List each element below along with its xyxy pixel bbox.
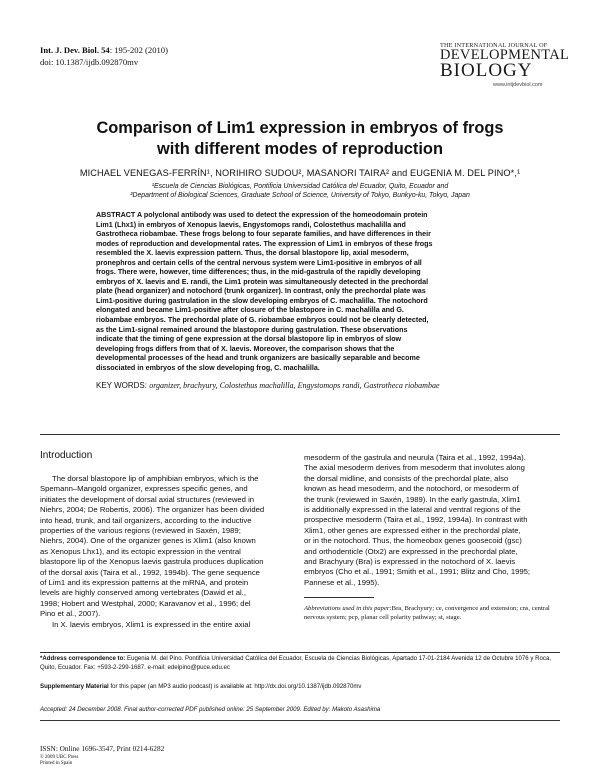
- affiliation-1: ¹Escuela de Ciencias Biológicas, Pontificia Universidad Católica del Ecuador, Quito, Ecuador and: [151, 183, 449, 190]
- body-line: blastopore lip of the Xenopus laevis gastrula produces duplication: [40, 557, 264, 567]
- abbreviations-label: Abbreviations used in this paper:: [304, 605, 392, 612]
- body-line: of the dorsal axis (Taira et al., 1992, 1994b). The gene sequence: [40, 567, 260, 577]
- abstract-line: elongated and became Lim1-positive after closure of the blastopore in C. machalilla and G.: [96, 306, 404, 315]
- abstract-line: pronephros and certain cells of the central nervous system were Lim1-positive in embryos of all: [96, 258, 422, 267]
- body-line: and Brachyury (Bra) is expressed in the notochord of X. laevis: [304, 557, 516, 567]
- keywords: [96, 381, 516, 390]
- correspondence-label: *Address correspondence to:: [40, 655, 126, 662]
- abbreviations-footnote: [304, 597, 560, 622]
- journal-logo: [440, 42, 570, 81]
- body-line: or in the notochord. Thus, the homeobox genes goosecoid (gsc): [304, 536, 522, 546]
- body-line: Spemann–Mangold organizer, expresses specific genes, and: [40, 484, 248, 494]
- supplementary-label: Supplementary Material: [40, 683, 109, 690]
- supplementary-link[interactable]: for this paper (an MP3 audio podcast) is available at: http://dx.doi.org/10.1387/ijdb.092870mv: [110, 683, 362, 690]
- body-line: mesoderm of the gastrula and neurula (Taira et al., 1992, 1994a).: [304, 453, 526, 462]
- abstract-line: developmental processes of the head and trunk organizers are basically separable and become: [96, 354, 420, 363]
- body-line: as Xenopus Lhx1), and its ectopic expression in the ventral: [40, 546, 241, 556]
- title-line-1: Comparison of Lim1 expression in embryos of frogs: [96, 119, 504, 137]
- correspondence-text: Eugenia M. del Pino. Pontificia Universidad Católica del Ecuador, Escuela de Ciencias Biológicas, Apartado 17-01-2184 Avenida 12 de Octubre 1076 y Roca, Quito, Ecuador. Fax: +593-2-299-1687. e-mail: edelpino@puce.edu.ec: [40, 655, 552, 671]
- journal-url[interactable]: www.intjdevbiol.com: [493, 82, 543, 88]
- abstract-line: modes of reproduction and developmental rates. The expression of Lim1 in embryos of these frogs: [96, 239, 433, 248]
- abstract-line: dissociated in embryos of the slow developing frog, C. machalilla.: [96, 363, 320, 372]
- supplementary-note: [40, 683, 560, 692]
- abstract-line: ABSTRACT A polyclonal antibody was used to detect the expression of the homeodomain protein: [96, 211, 428, 219]
- keywords-text: organizer, brachyury, Colostethus machalilla, Engystomops randi, Gastrotheca riobambae: [149, 381, 440, 390]
- body-line: the dorsal midline, and consists of the prechordal plate, also: [304, 473, 509, 483]
- issn: ISSN: Online 1696-3547, Print 0214-6282: [40, 744, 165, 753]
- paper-title: [40, 118, 560, 160]
- journal-reference: [40, 44, 168, 68]
- body-line: is additionally expressed in the lateral and ventral regions of the: [304, 505, 521, 515]
- title-line-2: with different modes of reproduction: [157, 140, 443, 158]
- divider-top: [40, 434, 560, 435]
- logo-line-1: THE INTERNATIONAL JOURNAL OF: [440, 42, 548, 49]
- printed-in: Printed in Spain: [40, 761, 73, 766]
- column-left: [40, 474, 288, 630]
- body-line: Pino et al., 2007).: [40, 609, 101, 619]
- body-line: The axial mesoderm derives from mesoderm that involutes along: [304, 463, 525, 473]
- abstract-line: indicate that the timing of gene expression at the dorsal blastopore lip in embryos of slow: [96, 335, 402, 344]
- affiliation-2: ²Department of Biological Sciences, Graduate School of Science, University of Tokyo, Bunkyo-ku, Tokyo, Japan: [130, 192, 470, 199]
- abstract-line: Gastrotheca riobambae. These frogs belong to four separate families, and have differences in their: [96, 230, 431, 239]
- body-line: and orthodenticle (Otx2) are expressed in the prechordal plate,: [304, 546, 518, 556]
- body-line: prospective mesoderm (Taira et al., 1992, 1994a). In contrast with: [304, 515, 528, 525]
- logo-line-3: BIOLOGY: [440, 60, 533, 81]
- body-line: 1998; Hobert and Westphal, 2000; Karavanov et al., 1996; del: [40, 598, 251, 608]
- body-line: Pannese et al., 1995).: [304, 577, 380, 587]
- keywords-label: KEY WORDS:: [96, 381, 147, 390]
- abstract-line: Lim1-positive during gastrulation in the slow developing embryos of C. machalilla. The notochord: [96, 296, 428, 305]
- body-line: Niehrs, 2004; De Robertis, 2006). The organizer has been divided: [40, 505, 265, 515]
- body-line: of Lim1 and its expression patterns at the mRNA, and protein: [40, 578, 249, 588]
- body-line: The dorsal blastopore lip of amphibian embryos, which is the: [52, 474, 259, 483]
- body-line: the trunk (reviewed in Saxén, 1989). In the early gastrula, Xlim1: [304, 494, 521, 504]
- body-line: embryos (Cho et al., 1991; Smith et al., 1991; Blitz and Cho, 1995;: [304, 567, 531, 577]
- body-line: initiates the development of dorsal axial structures (reviewed in: [40, 494, 255, 504]
- abstract-line: riobambae embryos. The prechordal plate of G. riobambae embryos could not be clearly detected,: [96, 316, 429, 325]
- body-line: Xlim1, other genes are expressed either in the prechordal plate,: [304, 525, 521, 535]
- logo-line-2: DEVELOPMENTAL: [440, 47, 570, 63]
- copyright: © 2009 UBC Press: [40, 755, 79, 760]
- body-line: properties of the various regions (reviewed in Saxén, 1989;: [40, 526, 241, 536]
- journal-name: Int. J. Dev. Biol.: [40, 45, 99, 55]
- body-line: levels are highly conserved among vertebrates (Dawid et al.,: [40, 588, 246, 598]
- column-right: [304, 453, 560, 588]
- dates-note: Accepted: 24 December 2008. Final author-corrected PDF published online: 25 September 2009. Edited by: Makoto Asashima: [40, 706, 381, 713]
- abbreviations-rule: [304, 597, 374, 598]
- abbreviations-text: Bra, Brachyury; ce, convergence and extension; cns, central nervous system; pcp, planar cell polarity pathway; st, stage.: [304, 605, 550, 621]
- journal-volume: 54: [101, 45, 110, 55]
- body-line: known as head mesoderm, and the notochord, or mesoderm of: [304, 484, 519, 494]
- journal-doi: doi: 10.1387/ijdb.092870mv: [40, 57, 139, 67]
- correspondence-note: [40, 655, 560, 672]
- journal-pages: : 195-202 (2010): [109, 45, 168, 55]
- intro-heading: Introduction: [40, 450, 93, 461]
- body-line: In X. laevis embryos, Xlim1 is expressed in the entire axial: [52, 619, 251, 629]
- abstract: [96, 211, 508, 373]
- divider-footer: [40, 652, 560, 653]
- abstract-line: frogs. There were, however, time differences; thus, in the mid-gastrula of the rapidly developing: [96, 268, 421, 277]
- abstract-line: Lim1 (Lhx1) in embryos of Xenopus laevis, Engystomops randi, Colostethus machalilla and: [96, 220, 406, 229]
- body-line: into head, trunk, and tail organizers, according to the inductive: [40, 515, 252, 525]
- abstract-line: developing frogs differs from that of X. laevis. Moreover, the comparison shows that the: [96, 344, 395, 353]
- abstract-line: as the Lim1-signal remained around the blastopore during gastrulation. These observations: [96, 325, 408, 334]
- divider-bottom: [40, 720, 560, 721]
- abstract-line: resembled the X. laevis expression pattern. Thus, the dorsal blastopore lip, axial mesoderm,: [96, 249, 409, 258]
- body-line: Niehrs, 2004). One of the organizer genes is Xlim1 (also known: [40, 536, 256, 546]
- abstract-line: plate (head organizer) and notochord (trunk organizer). In contrast, only the prechordal plate was: [96, 287, 426, 296]
- authors: MICHAEL VENEGAS-FERRÍN¹, NORIHIRO SUDOU², MASANORI TAIRA² and EUGENIA M. DEL PINO*,¹: [79, 168, 521, 178]
- abstract-line: embryos of X. laevis and E. randi, the Lim1 protein was simultaneously detected in the prechordal: [96, 277, 429, 286]
